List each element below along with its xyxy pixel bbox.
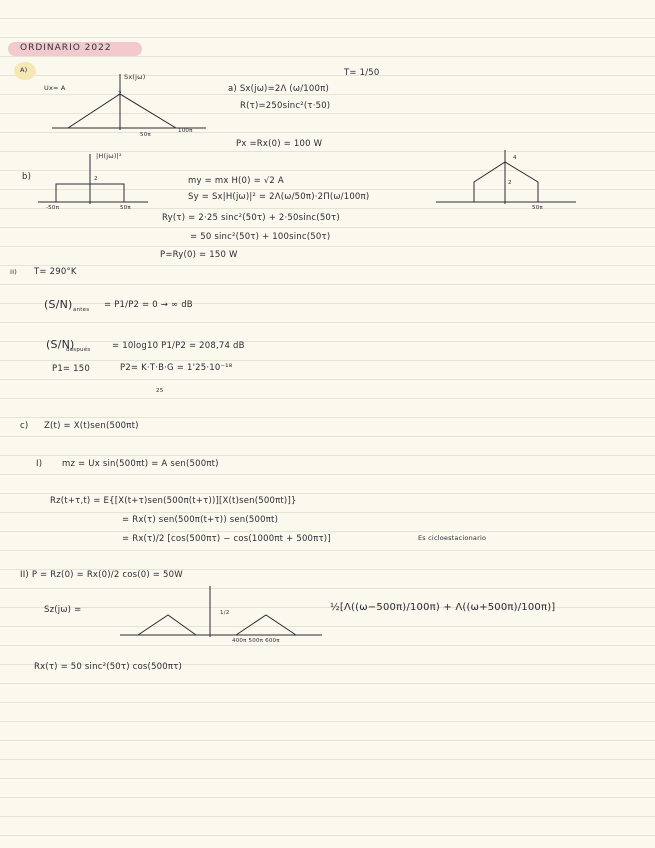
plot1-ylabel: Sx(jω) bbox=[124, 73, 146, 81]
plot2-tick-left: -50π bbox=[46, 205, 60, 211]
sz-triangle-right bbox=[236, 615, 296, 635]
snr-after-sub: después bbox=[66, 347, 91, 353]
b-line1: my = mx H(0) = √2 A bbox=[188, 176, 284, 186]
snr-before-lhs: (S/N) bbox=[44, 298, 73, 311]
rz-line1: Rz(t+τ,t) = E{[X(t+τ)sen(500π(t+τ))][X(t)sen(500πt)]} bbox=[50, 496, 297, 506]
sz-expression: ½[Λ((ω−500π)/100π) + Λ((ω+500π)/100π)] bbox=[330, 602, 556, 613]
plot3-tick: 50π bbox=[532, 205, 543, 211]
plot2-tick-right: 50π bbox=[120, 205, 131, 211]
plot3-shape bbox=[474, 162, 538, 202]
p1-value: P1= 150 bbox=[52, 364, 90, 374]
plot3-mid: 2 bbox=[508, 180, 512, 186]
rz-line3: = Rx(τ)/2 [cos(500πτ) − cos(1000πt + 500πτ)] bbox=[122, 534, 331, 544]
rx-line: Rx(τ) = 50 sinc²(50τ) cos(500πτ) bbox=[34, 662, 183, 672]
plot1-peak: 2 bbox=[118, 91, 122, 97]
a-line3: Px =Rx(0) = 100 W bbox=[236, 139, 323, 149]
b-line4: = 50 sinc²(50τ) + 100sinc(50τ) bbox=[190, 232, 331, 242]
snr-before-rhs: = P1/P2 = 0 → ∞ dB bbox=[104, 300, 193, 310]
snr-after-rhs: = 10log10 P1/P2 = 208,74 dB bbox=[112, 341, 245, 351]
a-line1: a) Sx(jω)=2Λ (ω/100π) bbox=[228, 84, 329, 94]
plot2-level: 2 bbox=[94, 176, 98, 182]
sz-label: Sz(jω) = bbox=[44, 605, 82, 615]
plot1-tick-100pi: 100π bbox=[178, 128, 193, 134]
snr-before-sub: antes bbox=[73, 307, 90, 313]
sz-level: 1/2 bbox=[220, 610, 230, 616]
page-title: ORDINARIO 2022 bbox=[20, 43, 112, 53]
cyclostationary-note: Es cicloestacionario bbox=[418, 534, 487, 542]
plot1-tick-50pi: 50π bbox=[140, 132, 151, 138]
mz-line: mz = Ux sin(500πt) = A sen(500πt) bbox=[62, 459, 219, 469]
section-label-b: b) bbox=[22, 172, 32, 182]
plot3-peak: 4 bbox=[513, 155, 517, 161]
section-label-a: A) bbox=[20, 66, 28, 74]
p2-value: P2= K·T·B·G = 1'25·10⁻¹⁸ bbox=[120, 363, 233, 373]
temperature: T= 290°K bbox=[34, 267, 77, 277]
sz-triangle-left bbox=[138, 615, 196, 635]
p2-note: 25 bbox=[156, 388, 164, 394]
rz-line2: = Rx(τ) sen(500π(t+τ)) sen(500πt) bbox=[122, 515, 279, 525]
b-line2: Sy = Sx|H(jω)|² = 2Λ(ω/50π)·2Π(ω/100π) bbox=[188, 192, 370, 202]
sz-ticks: 400π 500π 600π bbox=[232, 638, 280, 644]
b-line5: P=Ry(0) = 150 W bbox=[160, 250, 238, 260]
snr-after-lhs: (S/N) bbox=[46, 338, 75, 351]
section-label-i: I) bbox=[36, 459, 43, 469]
plot2-ylabel: |H(jω)|² bbox=[96, 152, 122, 160]
period-note: T= 1/50 bbox=[344, 68, 380, 78]
plot1-triangle bbox=[68, 94, 176, 128]
a-line2: R(τ)=250sinc²(τ·50) bbox=[240, 101, 331, 111]
b-line3: Ry(τ) = 2·25 sinc²(50τ) + 2·50sinc(50τ) bbox=[162, 213, 340, 223]
plot1-amplitude: Ux= A bbox=[44, 84, 66, 92]
power-line: II) P = Rz(0) = Rx(0)/2 cos(0) = 50W bbox=[20, 570, 183, 580]
section-label-ii: II) bbox=[10, 268, 17, 276]
section-label-c: c) bbox=[20, 421, 29, 431]
z-definition: Z(t) = X(t)sen(500πt) bbox=[44, 421, 139, 431]
